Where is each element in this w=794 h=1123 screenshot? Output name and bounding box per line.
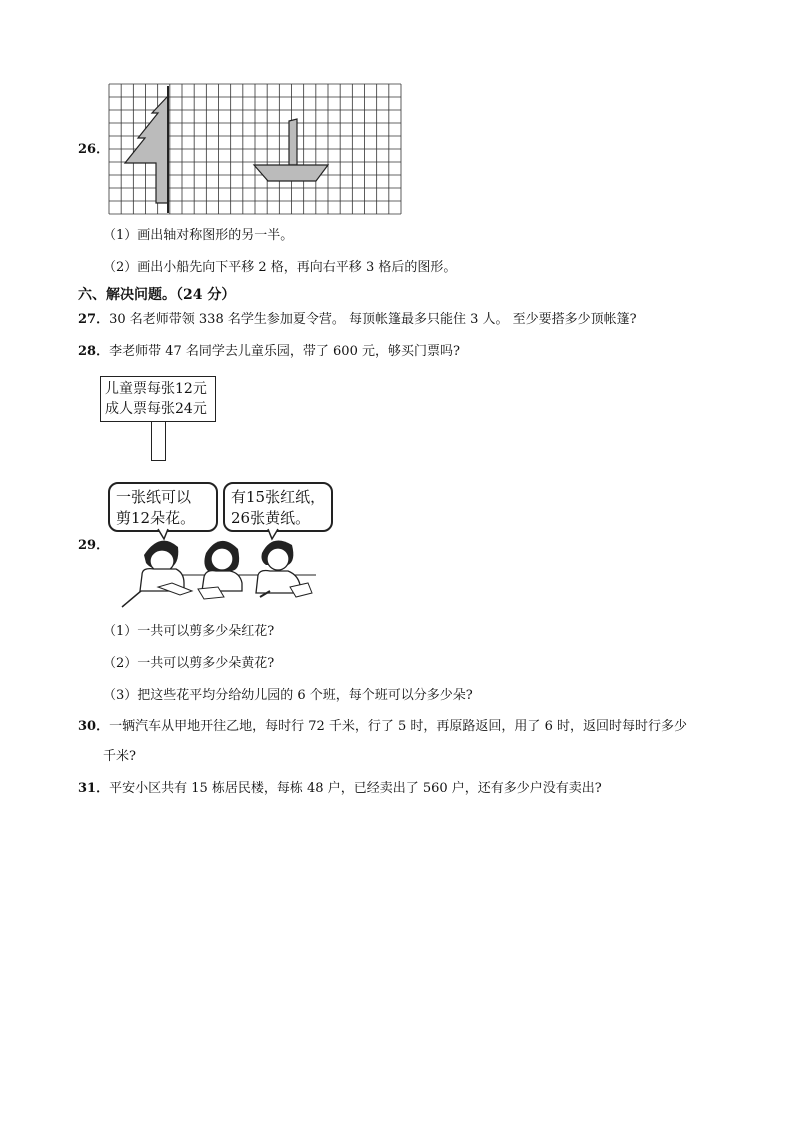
sign-line-adult: 成人票每张24元 (105, 401, 207, 417)
q28 (78, 343, 460, 361)
half-symmetric-shape (125, 96, 168, 203)
q27-text: 30 名老师带领 338 名学生参加夏令营。 每顶帐篷最多只能住 3 人。 至少要搭多少顶帐篷? (109, 312, 637, 327)
q26-number: 26． (78, 142, 110, 157)
q29-number: 29． (78, 538, 110, 553)
q27-number: 27． (78, 312, 110, 327)
bubble-left-line2: 剪12朵花。 (116, 509, 196, 527)
q30-line1 (78, 718, 687, 736)
q31-text: 平安小区共有 15 栋居民楼，每栋 48 户，已经卖出了 560 户，还有多少户没有卖出? (109, 781, 602, 796)
q29-sub2: （2）一共可以剪多少朵黄花? (103, 656, 275, 671)
q30-text-line2: 千米? (103, 749, 136, 764)
q28-text: 李老师带 47 名同学去儿童乐园，带了 600 元，够买门票吗? (109, 344, 460, 359)
children-illustration (120, 525, 320, 610)
child-left-figure (140, 541, 192, 595)
grid-figure (108, 83, 402, 215)
boat-hull (254, 165, 328, 181)
q30-text-line1: 一辆汽车从甲地开往乙地，每时行 72 千米，行了 5 时，再原路返回，用了 6 时，返回时每时行多少 (109, 719, 687, 734)
q30-number: 30． (78, 719, 110, 734)
boat-sail (289, 119, 297, 165)
section-title: 六、解决问题。（24 分） (78, 287, 236, 303)
bubble-right-line2: 26张黄纸。 (231, 509, 311, 527)
sign-post (151, 422, 166, 461)
ticket-price-sign (100, 376, 216, 422)
child-right-figure (256, 541, 312, 598)
q29-sub1: （1）一共可以剪多少朵红花? (103, 624, 275, 639)
bubble-left-line1: 一张纸可以 (116, 488, 192, 506)
q28-number: 28． (78, 344, 110, 359)
q26-sub2: （2）画出小船先向下平移 2 格，再向右平移 3 格后的图形。 (103, 260, 457, 275)
q26-sub1: （1）画出轴对称图形的另一半。 (103, 228, 294, 243)
q29-sub3: （3）把这些花平均分给幼儿园的 6 个班，每个班可以分多少朵? (103, 688, 473, 703)
q27 (78, 311, 637, 329)
sign-line-child: 儿童票每张12元 (105, 381, 207, 397)
q31 (78, 780, 602, 798)
bubble-right-line1: 有15张红纸， (231, 488, 326, 506)
q31-number: 31． (78, 781, 110, 796)
child-middle-figure (198, 541, 242, 599)
